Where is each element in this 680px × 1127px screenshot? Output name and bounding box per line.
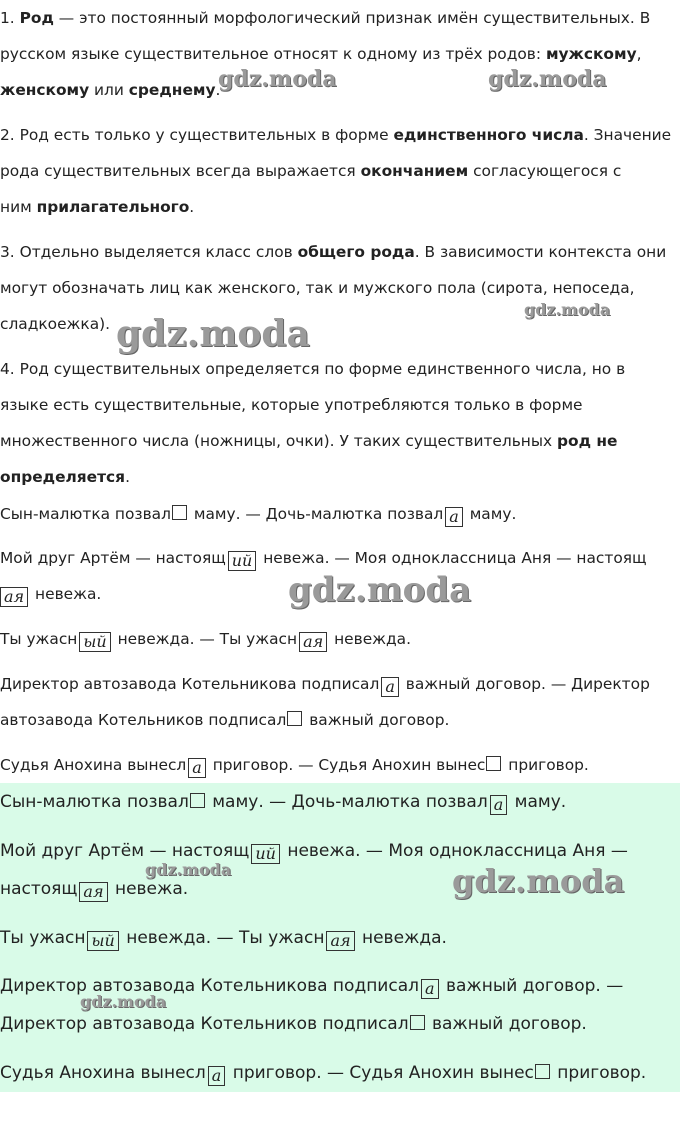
text: важный договор. — [440, 976, 624, 996]
text: , [636, 45, 642, 63]
term-common-gender: общего рода [297, 243, 415, 261]
ending-box: а [445, 507, 463, 527]
exercise-sentence-4-cont [0, 702, 449, 738]
text: важный договор. — Директор [400, 675, 650, 693]
text: . [189, 198, 195, 216]
ending-box: ий [251, 844, 280, 864]
watermark: gdz.moda [218, 66, 337, 92]
ending-box: ая [299, 632, 327, 652]
text: маму. [509, 792, 567, 812]
watermark: gdz.moda [524, 300, 611, 319]
term-neuter: среднему [128, 81, 216, 99]
answer-sentence-3 [0, 919, 447, 957]
text: невежда. — Ты ужасн [112, 630, 298, 648]
watermark: gdz.moda [488, 66, 607, 92]
watermark: gdz.moda [452, 862, 625, 900]
text: рода существительных всегда выражается [0, 162, 361, 180]
empty-ending-box [172, 505, 187, 520]
text: невежа. — Моя одноклассница Аня — [281, 841, 628, 861]
text: Директор автозавода Котельникова подписал [0, 976, 419, 996]
theory-line-12 [0, 423, 617, 459]
empty-ending-box [190, 793, 205, 808]
text: . [125, 468, 130, 486]
text: . [215, 81, 221, 99]
ending-box: а [208, 1066, 226, 1086]
text: Директор автозавода Котельников подписал [0, 1014, 409, 1034]
theory-line-9 [0, 306, 110, 342]
watermark: gdz.moda [288, 570, 472, 610]
text: 4. Род существительных определяется по форме единственного числа, но в [0, 360, 626, 378]
ending-box: а [381, 677, 399, 697]
term-ending: окончанием [360, 162, 469, 180]
empty-ending-box [535, 1064, 550, 1079]
exercise-sentence-5 [0, 747, 589, 783]
term-adjective: прилагательного [36, 198, 190, 216]
empty-ending-box [486, 756, 501, 771]
exercise-sentence-2-cont [0, 576, 101, 612]
text: приговор. [503, 756, 589, 774]
text: маму. — Дочь-малютка позвал [188, 505, 444, 523]
answer-block [0, 783, 680, 1092]
text: Судья Анохина вынесл [0, 756, 187, 774]
text: приговор. — Судья Анохин вынес [227, 1063, 534, 1083]
text: невежда. — Ты ужасн [120, 928, 325, 948]
theory-line-7 [0, 234, 666, 270]
exercise-sentence-4 [0, 666, 650, 702]
text: множественного числа (ножницы, очки). У таких существительных [0, 432, 558, 450]
text: сладкоежка). [0, 315, 111, 333]
text: Мой друг Артём — настоящ [0, 549, 226, 567]
theory-line-13 [0, 459, 130, 495]
text: автозавода Котельников подписал [0, 711, 287, 729]
theory-line-11 [0, 387, 583, 423]
theory-line-6 [0, 189, 194, 225]
text: Сын-малютка позвал [0, 792, 189, 812]
watermark: gdz.moda [116, 313, 310, 355]
ending-box: ый [87, 931, 118, 951]
text: приговор. — Судья Анохин вынес [207, 756, 486, 774]
text: приговор. [551, 1063, 647, 1083]
term-gender-not: род не [557, 432, 618, 450]
theory-line-3 [0, 72, 220, 108]
text: или [89, 81, 129, 99]
watermark: gdz.moda [145, 860, 232, 879]
text: ним [0, 198, 37, 216]
text: языке есть существительные, которые употребляются только в форме [0, 396, 583, 414]
text: невежда. [329, 630, 411, 648]
theory-line-1 [0, 0, 650, 36]
ending-box: ая [79, 882, 107, 902]
text: 3. Отдельно выделяется класс слов [0, 243, 298, 261]
text: важный договор. [304, 711, 450, 729]
text: маму. — Дочь-малютка позвал [206, 792, 488, 812]
ending-box: а [188, 758, 206, 778]
ending-box: ая [0, 587, 28, 607]
term-masculine: мужскому [545, 45, 637, 63]
text: 2. Род есть только у существительных в форме [0, 126, 394, 144]
text: Судья Анохина вынесл [0, 1063, 206, 1083]
text: невежа. [109, 879, 189, 899]
text: . Значение [583, 126, 672, 144]
text: настоящ [0, 879, 78, 899]
term-feminine: женскому [0, 81, 90, 99]
text: — это постоянный морфологический признак имён существительных. В [53, 9, 651, 27]
text: невежа. [30, 585, 102, 603]
theory-line-4 [0, 117, 671, 153]
text: согласующегося с [468, 162, 622, 180]
text: . В зависимости контекста они [414, 243, 667, 261]
exercise-sentence-3 [0, 621, 411, 657]
theory-line-5 [0, 153, 621, 189]
ending-box: ий [228, 551, 257, 571]
exercise-sentence-1 [0, 496, 516, 532]
item-number: 1. [0, 9, 15, 27]
text: маму. [464, 505, 517, 523]
empty-ending-box [410, 1015, 425, 1030]
text: Ты ужасн [0, 928, 86, 948]
empty-ending-box [287, 711, 302, 726]
text: Ты ужасн [0, 630, 78, 648]
term-determined: определяется [0, 468, 126, 486]
text: русском языке существительное относят к одному из трёх родов: [0, 45, 546, 63]
text: Сын-малютка позвал [0, 505, 171, 523]
text: невежда. [356, 928, 447, 948]
text: важный договор. [426, 1014, 587, 1034]
text: Мой друг Артём — настоящ [0, 841, 250, 861]
ending-box: ый [79, 632, 110, 652]
answer-sentence-5 [0, 1054, 646, 1092]
ending-box: а [421, 979, 439, 999]
text: невежа. — Моя одноклассница Аня — настоящ [258, 549, 647, 567]
theory-line-10 [0, 351, 625, 387]
ending-box: ая [326, 931, 354, 951]
text: Директор автозавода Котельникова подписал [0, 675, 380, 693]
watermark: gdz.moda [80, 992, 167, 1011]
term-singular: единственного числа [393, 126, 584, 144]
answer-sentence-1 [0, 783, 566, 821]
term-rod: Род [19, 9, 54, 27]
text: могут обозначать лиц как женского, так и мужского пола (сирота, непоседа, [0, 279, 635, 297]
ending-box: а [490, 795, 508, 815]
